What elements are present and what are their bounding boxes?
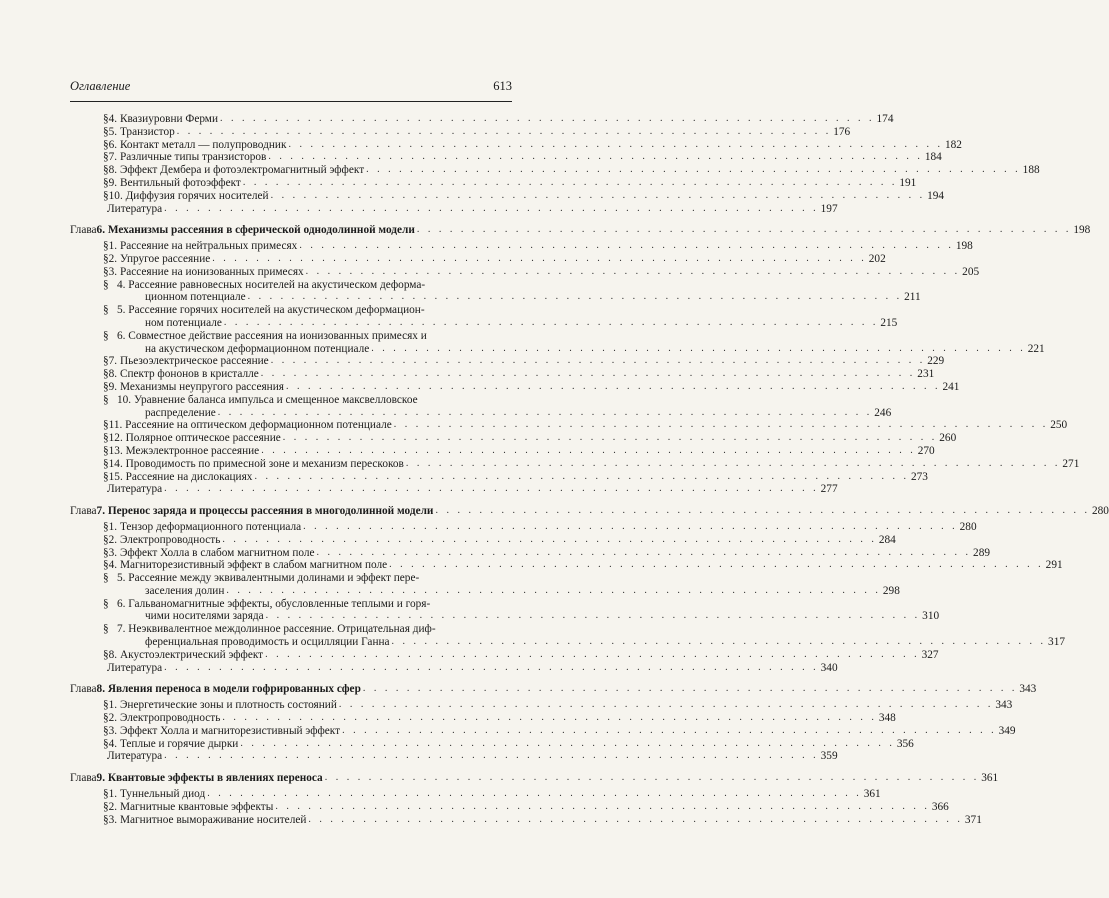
dot-leader: . . . . . . . . . . . . . . . . . . . . . . . . . . . . . . . . . . . . . . . . . . . . . . . . . . . . . . . . . . . . [342, 724, 997, 736]
toc-entry-continuation [70, 406, 892, 420]
toc-section-entry [70, 444, 935, 458]
entry-page-number: 191 [899, 176, 917, 189]
entry-page-number: 197 [820, 202, 838, 215]
dot-leader: . . . . . . . . . . . . . . . . . . . . . . . . . . . . . . . . . . . . . . . . . . . . . . . . . . . . . . . . . . . . [254, 470, 909, 482]
header-title: Оглавление [70, 79, 131, 93]
section-sign: § [103, 240, 109, 253]
dot-leader: . . . . . . . . . . . . . . . . . . . . . . . . . . . . . . . . . . . . . . . . . . . . . . . . . . . . . . . . . . . . [261, 444, 916, 456]
entry-page-number: 284 [878, 533, 896, 546]
toc-section-entry [70, 737, 914, 751]
dot-leader: . . . . . . . . . . . . . . . . . . . . . . . . . . . . . . . . . . . . . . . . . . . . . . . . . . . . . . . . . . . . [217, 406, 873, 418]
dot-leader: . . . . . . . . . . . . . . . . . . . . . . . . . . . . . . . . . . . . . . . . . . . . . . . . . . . . . . . . . . . . [176, 125, 832, 137]
entry-title: ном потенциале [145, 316, 222, 329]
toc-section-entry [70, 432, 957, 445]
dot-leader: . . . . . . . . . . . . . . . . . . . . . . . . . . . . . . . . . . . . . . . . . . . . . . . . . . . . . . . . . . . . [220, 113, 875, 124]
entry-title: 9. Вентильный фотоэффект [108, 176, 241, 189]
entry-title: 5. Рассеяние между эквивалентными долинами и эффект пере- [117, 572, 420, 585]
entry-page-number: 229 [927, 355, 945, 368]
section-sign: § [103, 520, 109, 533]
entry-page-number: 194 [927, 189, 945, 202]
dot-leader: . . . . . . . . . . . . . . . . . . . . . . . . . . . . . . . . . . . . . . . . . . . . . . . . . . . . . . . . . . . . [308, 813, 963, 825]
entry-title: 8. Спектр фононов в кристалле [108, 368, 259, 381]
toc-section-entry [70, 380, 960, 394]
section-sign: § [103, 304, 109, 317]
entry-title: 8. Эффект Дембера и фотоэлектромагнитный эффект [108, 164, 365, 177]
dot-leader: . . . . . . . . . . . . . . . . . . . . . . . . . . . . . . . . . . . . . . . . . . . . . . . . . . . . . . . . . . . . [260, 368, 916, 380]
toc-section-entry [70, 788, 881, 801]
section-sign: § [103, 737, 109, 750]
header-rule [70, 101, 512, 102]
toc-literature-entry [70, 202, 838, 216]
section-sign: § [103, 329, 109, 342]
dot-leader: . . . . . . . . . . . . . . . . . . . . . . . . . . . . . . . . . . . . . . . . . . . . . . . . . . . . . . . . . . . . [362, 683, 1018, 695]
entry-page-number: 221 [1027, 342, 1045, 355]
toc-section-entry [70, 623, 512, 636]
entry-page-number: 348 [878, 712, 896, 725]
dot-leader: . . . . . . . . . . . . . . . . . . . . . . . . . . . . . . . . . . . . . . . . . . . . . . . . . . . . . . . . . . . . [270, 355, 926, 367]
entry-page-number: 211 [904, 291, 921, 304]
entry-title: Литература [107, 202, 163, 215]
toc-section-entry [70, 813, 982, 827]
entry-page-number: 250 [1050, 419, 1068, 432]
entry-title: 1. Рассеяние на нейтральных примесях [108, 240, 298, 253]
entry-page-number: 366 [931, 800, 949, 813]
dot-leader: . . . . . . . . . . . . . . . . . . . . . . . . . . . . . . . . . . . . . . . . . . . . . . . . . . . . . . . . . . . . [366, 164, 1021, 176]
section-sign: § [103, 278, 109, 291]
entry-title: 5. Транзистор [108, 125, 175, 138]
entry-title: 8. Явления переноса в модели гофрированных сфер [96, 683, 361, 696]
entry-page-number: 270 [917, 444, 935, 457]
entry-title: 11. Рассеяние на оптическом деформационном потенциале [108, 419, 392, 432]
section-sign: § [103, 559, 109, 572]
entry-title: 7. Различные типы транзисторов [108, 151, 267, 164]
entry-page-number: 371 [964, 813, 982, 826]
entry-page-number: 241 [942, 380, 960, 393]
dot-leader: . . . . . . . . . . . . . . . . . . . . . . . . . . . . . . . . . . . . . . . . . . . . . . . . . . . . . . . . . . . . [371, 342, 1026, 354]
entry-page-number: 271 [1062, 457, 1080, 470]
entry-page-number: 198 [1073, 224, 1091, 237]
entry-title: 6. Гальваномагнитные эффекты, обусловленные теплыми и горя- [117, 597, 431, 610]
entry-title: 6. Контакт металл — полупроводник [108, 138, 287, 151]
entry-title: 3. Эффект Холла и магниторезистивный эффект [108, 724, 341, 737]
entry-page-number: 273 [910, 470, 928, 483]
toc-literature-entry [70, 750, 838, 763]
chapter-heading [70, 224, 1091, 237]
entry-title: 9. Механизмы неупругого рассеяния [108, 380, 284, 393]
toc-section-entry [70, 330, 512, 343]
dot-leader: . . . . . . . . . . . . . . . . . . . . . . . . . . . . . . . . . . . . . . . . . . . . . . . . . . . . . . . . . . . . [226, 584, 881, 596]
dot-leader: . . . . . . . . . . . . . . . . . . . . . . . . . . . . . . . . . . . . . . . . . . . . . . . . . . . . . . . . . . . . [265, 648, 920, 660]
toc-section-entry [70, 457, 1080, 471]
entry-title: ционном потенциале [145, 291, 246, 304]
section-sign: § [103, 419, 109, 432]
section-sign: § [103, 368, 109, 381]
entry-page-number: 231 [917, 368, 935, 381]
dot-leader: . . . . . . . . . . . . . . . . . . . . . . . . . . . . . . . . . . . . . . . . . . . . . . . . . . . . . . . . . . . . [416, 224, 1072, 236]
toc-entry-continuation [70, 636, 1065, 649]
section-sign: § [103, 470, 109, 483]
dot-leader: . . . . . . . . . . . . . . . . . . . . . . . . . . . . . . . . . . . . . . . . . . . . . . . . . . . . . . . . . . . . [389, 559, 1044, 571]
dot-leader: . . . . . . . . . . . . . . . . . . . . . . . . . . . . . . . . . . . . . . . . . . . . . . . . . . . . . . . . . . . . [393, 419, 1049, 431]
entry-title: 2. Электропроводность [108, 533, 221, 546]
entry-page-number: 184 [924, 151, 942, 164]
entry-page-number: 260 [939, 432, 957, 445]
toc-section-entry [70, 125, 851, 139]
entry-title: Литература [107, 750, 163, 763]
section-sign: § [103, 546, 109, 559]
entry-page-number: 356 [896, 737, 914, 750]
section-sign: § [103, 355, 109, 368]
dot-leader: . . . . . . . . . . . . . . . . . . . . . . . . . . . . . . . . . . . . . . . . . . . . . . . . . . . . . . . . . . . . [164, 202, 819, 214]
section-sign: § [103, 444, 109, 457]
dot-leader: . . . . . . . . . . . . . . . . . . . . . . . . . . . . . . . . . . . . . . . . . . . . . . . . . . . . . . . . . . . . [285, 380, 941, 392]
entry-title: Литература [107, 661, 163, 674]
entry-title: распределение [145, 406, 216, 419]
chapter-heading [70, 772, 999, 785]
section-sign: § [103, 189, 109, 202]
dot-leader: . . . . . . . . . . . . . . . . . . . . . . . . . . . . . . . . . . . . . . . . . . . . . . . . . . . . . . . . . . . . [240, 737, 895, 749]
section-sign: § [103, 457, 109, 470]
entry-page-number: 202 [868, 252, 886, 265]
entry-title: 8. Акустоэлектрический эффект [108, 648, 264, 661]
toc-section-entry [70, 419, 1068, 432]
entry-title: 15. Рассеяние на дислокациях [108, 470, 253, 483]
toc-section-entry [70, 151, 942, 164]
chapter-label: Глава [70, 772, 97, 785]
dot-leader: . . . . . . . . . . . . . . . . . . . . . . . . . . . . . . . . . . . . . . . . . . . . . . . . . . . . . . . . . . . . [275, 800, 930, 812]
entry-page-number: 280 [1091, 505, 1109, 518]
entry-page-number: 280 [959, 520, 977, 533]
toc-section-entry [70, 648, 939, 662]
entry-page-number: 246 [874, 406, 892, 419]
toc-literature-entry [70, 483, 838, 496]
toc-entry-continuation [70, 291, 921, 304]
entry-page-number: 310 [922, 610, 940, 623]
entry-title: 5. Рассеяние горячих носителей на акустическом деформацион- [117, 304, 425, 317]
entry-title: 10. Диффузия горячих носителей [108, 189, 269, 202]
dot-leader: . . . . . . . . . . . . . . . . . . . . . . . . . . . . . . . . . . . . . . . . . . . . . . . . . . . . . . . . . . . . [282, 432, 938, 444]
section-sign: § [103, 597, 109, 610]
toc-section-entry [70, 164, 1040, 177]
entry-page-number: 289 [973, 546, 990, 559]
dot-leader: . . . . . . . . . . . . . . . . . . . . . . . . . . . . . . . . . . . . . . . . . . . . . . . . . . . . . . . . . . . . [270, 189, 926, 201]
chapter-heading [70, 505, 1109, 518]
entry-page-number: 188 [1022, 164, 1040, 177]
dot-leader: . . . . . . . . . . . . . . . . . . . . . . . . . . . . . . . . . . . . . . . . . . . . . . . . . . . . . . . . . . . . [164, 483, 819, 495]
section-sign: § [103, 533, 109, 546]
toc-section-entry [70, 724, 1016, 738]
toc-section-entry [70, 176, 917, 190]
dot-leader: . . . . . . . . . . . . . . . . . . . . . . . . . . . . . . . . . . . . . . . . . . . . . . . . . . . . . . . . . . . . [247, 291, 903, 303]
dot-leader: . . . . . . . . . . . . . . . . . . . . . . . . . . . . . . . . . . . . . . . . . . . . . . . . . . . . . . . . . . . . [324, 772, 980, 784]
section-sign: § [103, 572, 109, 585]
entry-page-number: 277 [820, 483, 838, 496]
dot-leader: . . . . . . . . . . . . . . . . . . . . . . . . . . . . . . . . . . . . . . . . . . . . . . . . . . . . . . . . . . . . [305, 265, 961, 277]
toc-section-entry [70, 559, 1063, 572]
dot-leader: . . . . . . . . . . . . . . . . . . . . . . . . . . . . . . . . . . . . . . . . . . . . . . . . . . . . . . . . . . . . [223, 316, 879, 328]
entry-page-number: 349 [998, 724, 1016, 737]
toc-section-entry [70, 598, 512, 611]
toc-section-entry [70, 265, 980, 279]
section-sign: § [103, 800, 109, 813]
section-sign: § [103, 813, 109, 826]
toc-section-entry [70, 252, 886, 266]
section-sign: § [103, 125, 109, 138]
toc-entry-continuation [70, 342, 1045, 356]
entry-page-number: 291 [1045, 559, 1063, 572]
section-sign: § [103, 138, 109, 151]
entry-title: 4. Магниторезистивный эффект в слабом магнитном поле [108, 559, 388, 572]
entry-title: 3. Эффект Холла в слабом магнитном поле [108, 546, 315, 559]
entry-title: 14. Проводимость по примесной зоне и механизм перескоков [108, 457, 404, 470]
entry-title: 1. Энергетические зоны и плотность состояний [108, 699, 337, 712]
entry-page-number: 198 [955, 240, 973, 253]
entry-page-number: 327 [921, 648, 939, 661]
section-sign: § [103, 788, 109, 801]
header-page-number: 613 [493, 79, 512, 93]
section-sign: § [103, 699, 109, 712]
entry-title: 4. Рассеяние равновесных носителей на акустическом деформа- [117, 278, 426, 291]
dot-leader: . . . . . . . . . . . . . . . . . . . . . . . . . . . . . . . . . . . . . . . . . . . . . . . . . . . . . . . . . . . . [316, 546, 972, 558]
entry-page-number: 359 [820, 750, 838, 763]
dot-leader: . . . . . . . . . . . . . . . . . . . . . . . . . . . . . . . . . . . . . . . . . . . . . . . . . . . . . . . . . . . . [212, 252, 867, 264]
section-sign: § [103, 432, 109, 445]
dot-leader: . . . . . . . . . . . . . . . . . . . . . . . . . . . . . . . . . . . . . . . . . . . . . . . . . . . . . . . . . . . . [222, 712, 877, 724]
section-sign: § [103, 380, 109, 393]
entry-title: 3. Рассеяние на ионизованных примесях [108, 265, 304, 278]
dot-leader: . . . . . . . . . . . . . . . . . . . . . . . . . . . . . . . . . . . . . . . . . . . . . . . . . . . . . . . . . . . . [164, 750, 819, 762]
entry-title: 7. Пьезоэлектрическое рассеяние [108, 355, 269, 368]
entry-title: 2. Магнитные квантовые эффекты [108, 800, 274, 813]
entry-page-number: 340 [820, 661, 838, 674]
section-sign: § [103, 113, 109, 125]
toc-literature-entry [70, 661, 838, 675]
section-sign: § [103, 252, 109, 265]
entry-title: 2. Упругое рассеяние [108, 252, 211, 265]
section-sign: § [103, 164, 109, 177]
entry-title: 4. Теплые и горячие дырки [108, 737, 239, 750]
entry-title: ференциальная проводимость и осцилляции Ганна [145, 636, 390, 649]
entry-page-number: 298 [882, 584, 900, 597]
toc-section-entry [70, 138, 962, 152]
dot-leader: . . . . . . . . . . . . . . . . . . . . . . . . . . . . . . . . . . . . . . . . . . . . . . . . . . . . . . . . . . . . [303, 520, 958, 532]
section-sign: § [103, 623, 109, 636]
entry-page-number: 205 [962, 265, 980, 278]
entry-title: 7. Неэквивалентное междолинное рассеяние. Отрицательная диф- [117, 623, 436, 636]
toc-section-entry [70, 520, 977, 534]
entry-title: 6. Совместное действие рассеяния на ионизованных примесях и [117, 329, 427, 342]
entry-title: Литература [107, 483, 163, 496]
chapter-label: Глава [70, 505, 97, 518]
dot-leader: . . . . . . . . . . . . . . . . . . . . . . . . . . . . . . . . . . . . . . . . . . . . . . . . . . . . . . . . . . . . [391, 636, 1047, 648]
entry-title: 7. Перенос заряда и процессы рассеяния в многодолинной модели [96, 505, 434, 518]
entry-title: 1. Туннельный диод [108, 788, 206, 801]
entry-title: на акустическом деформационном потенциале [145, 342, 370, 355]
entry-page-number: 176 [833, 125, 851, 138]
entry-title: 2. Электропроводность [108, 712, 221, 725]
table-of-contents [70, 113, 1109, 826]
toc-section-entry [70, 712, 896, 725]
entry-page-number: 182 [944, 138, 962, 151]
toc-section-entry [70, 699, 1013, 712]
chapter-label: Глава [70, 224, 97, 237]
toc-section-entry [70, 368, 935, 381]
dot-leader: . . . . . . . . . . . . . . . . . . . . . . . . . . . . . . . . . . . . . . . . . . . . . . . . . . . . . . . . . . . . [242, 176, 898, 188]
entry-page-number: 215 [880, 316, 898, 329]
toc-section-entry [70, 189, 945, 203]
toc-section-entry [70, 113, 894, 126]
entry-title: 9. Квантовые эффекты в явлениях переноса [96, 772, 323, 785]
dot-leader: . . . . . . . . . . . . . . . . . . . . . . . . . . . . . . . . . . . . . . . . . . . . . . . . . . . . . . . . . . . . [405, 457, 1061, 469]
toc-section-entry [70, 546, 990, 560]
toc-section-entry [70, 279, 512, 292]
entry-title: 6. Механизмы рассеяния в сферической однодолинной модели [96, 224, 415, 237]
entry-title: 3. Магнитное вымораживание носителей [108, 813, 307, 826]
entry-page-number: 317 [1048, 636, 1065, 649]
entry-title: заселения долин [145, 584, 225, 597]
dot-leader: . . . . . . . . . . . . . . . . . . . . . . . . . . . . . . . . . . . . . . . . . . . . . . . . . . . . . . . . . . . . [338, 699, 994, 711]
section-sign: § [103, 393, 109, 406]
entry-title: 4. Квазиуровни Ферми [108, 113, 219, 125]
entry-title: 1. Тензор деформационного потенциала [108, 520, 302, 533]
section-sign: § [103, 724, 109, 737]
toc-entry-continuation [70, 584, 900, 598]
section-sign: § [103, 265, 109, 278]
section-sign: § [103, 151, 109, 164]
entry-page-number: 343 [995, 699, 1013, 712]
dot-leader: . . . . . . . . . . . . . . . . . . . . . . . . . . . . . . . . . . . . . . . . . . . . . . . . . . . . . . . . . . . . [268, 151, 923, 163]
toc-section-entry [70, 304, 512, 317]
toc-section-entry [70, 240, 973, 253]
entry-title: 13. Межэлектронное рассеяние [108, 444, 260, 457]
entry-title: 10. Уравнение баланса импульса и смещенное максвелловское [117, 393, 418, 406]
toc-section-entry [70, 533, 896, 547]
entry-page-number: 361 [981, 772, 999, 785]
dot-leader: . . . . . . . . . . . . . . . . . . . . . . . . . . . . . . . . . . . . . . . . . . . . . . . . . . . . . . . . . . . . [164, 661, 819, 673]
entry-page-number: 361 [863, 788, 881, 801]
chapter-heading [70, 683, 1037, 696]
dot-leader: . . . . . . . . . . . . . . . . . . . . . . . . . . . . . . . . . . . . . . . . . . . . . . . . . . . . . . . . . . . . [222, 533, 877, 545]
running-header [70, 79, 512, 94]
toc-section-entry [70, 355, 945, 368]
dot-leader: . . . . . . . . . . . . . . . . . . . . . . . . . . . . . . . . . . . . . . . . . . . . . . . . . . . . . . . . . . . . [435, 505, 1090, 517]
chapter-label: Глава [70, 683, 97, 696]
section-sign: § [103, 712, 109, 725]
toc-entry-continuation [70, 610, 940, 623]
toc-section-entry [70, 470, 928, 484]
toc-section-entry [70, 800, 949, 814]
toc-section-entry [70, 394, 512, 407]
entry-page-number: 174 [876, 113, 894, 125]
toc-entry-continuation [70, 316, 898, 330]
toc-section-entry [70, 572, 512, 585]
dot-leader: . . . . . . . . . . . . . . . . . . . . . . . . . . . . . . . . . . . . . . . . . . . . . . . . . . . . . . . . . . . . [288, 138, 943, 150]
section-sign: § [103, 176, 109, 189]
entry-title: 12. Полярное оптическое рассеяние [108, 432, 281, 445]
dot-leader: . . . . . . . . . . . . . . . . . . . . . . . . . . . . . . . . . . . . . . . . . . . . . . . . . . . . . . . . . . . . [299, 240, 954, 252]
entry-page-number: 343 [1019, 683, 1037, 696]
entry-title: чими носителями заряда [145, 610, 264, 623]
dot-leader: . . . . . . . . . . . . . . . . . . . . . . . . . . . . . . . . . . . . . . . . . . . . . . . . . . . . . . . . . . . . [265, 610, 921, 622]
dot-leader: . . . . . . . . . . . . . . . . . . . . . . . . . . . . . . . . . . . . . . . . . . . . . . . . . . . . . . . . . . . . [207, 788, 862, 800]
section-sign: § [103, 648, 109, 661]
